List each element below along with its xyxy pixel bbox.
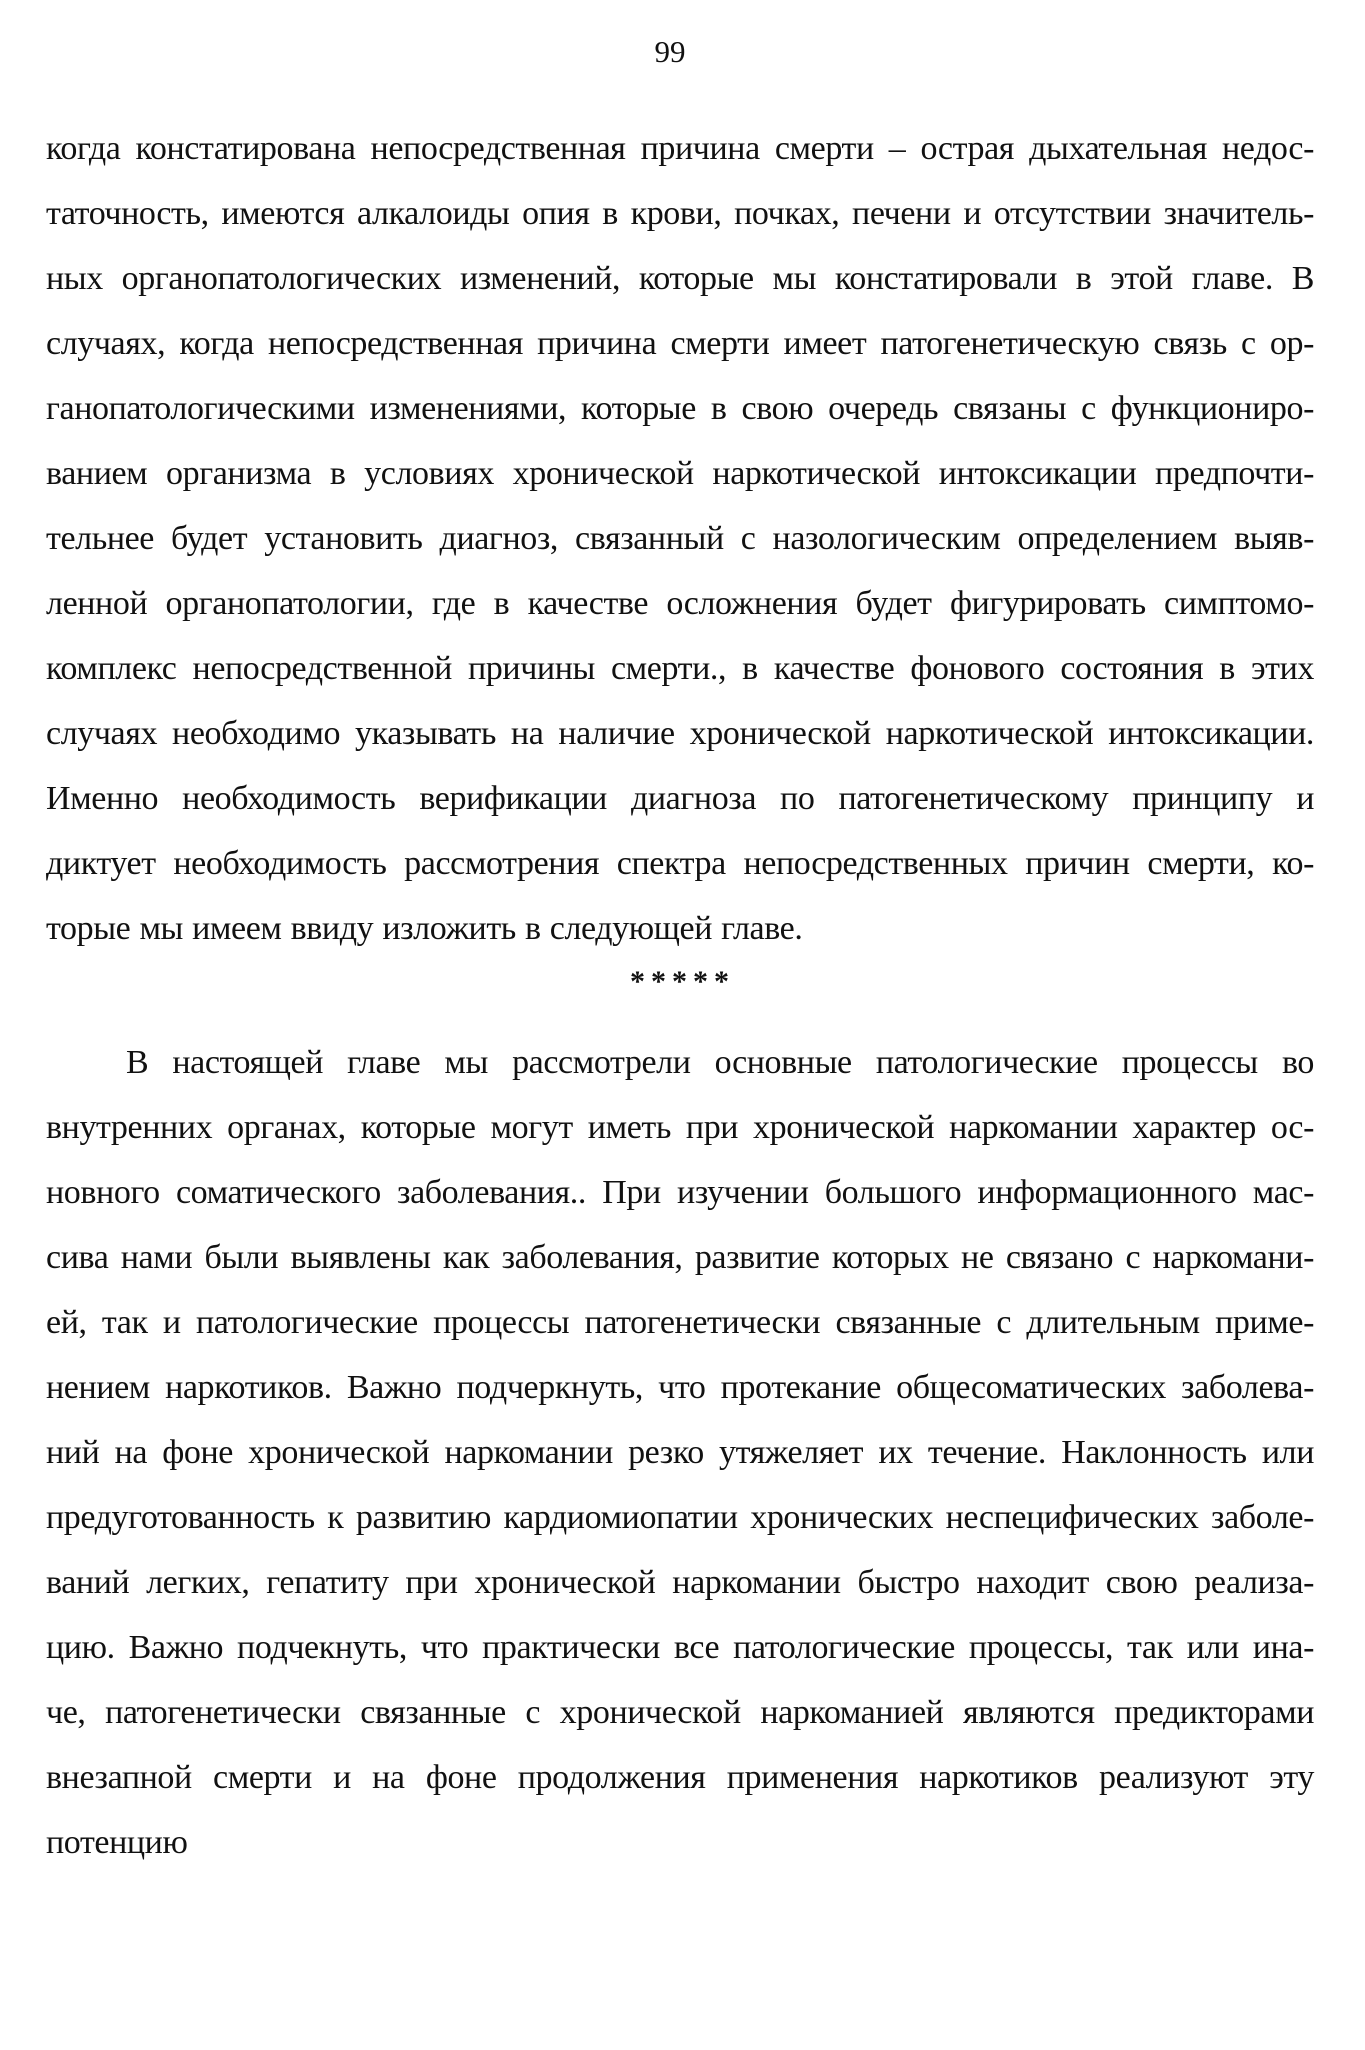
paragraph-line: таточность, имеются алкалоиды опия в крови, почках, печени и отсутствии значитель- (46, 195, 1314, 232)
paragraph-1 (46, 116, 1314, 961)
paragraph-line: новного соматического заболевания.. При изучении большого информационного мас- (46, 1174, 1314, 1211)
paragraph-line: сива нами были выявлены как заболевания, развитие которых не связано с наркомани- (46, 1239, 1314, 1276)
paragraph-line: предуготованность к развитию кардиомиопатии хронических неспецифических заболе- (46, 1499, 1314, 1536)
paragraph-line: ний на фоне хронической наркомании резко утяжеляет их течение. Наклонность или (46, 1434, 1314, 1471)
paragraph-line: случаях, когда непосредственная причина смерти имеет патогенетическую связь с ор- (46, 325, 1314, 362)
paragraph-line: внутренних органах, которые могут иметь при хронической наркомании характер ос- (46, 1109, 1314, 1146)
paragraph-line: ных органопатологических изменений, которые мы констатировали в этой главе. В (46, 260, 1314, 297)
paragraph-line: ванием организма в условиях хронической наркотической интоксикации предпочти- (46, 455, 1314, 492)
paragraph-line: цию. Важно подчекнуть, что практически все патологические процессы, так или ина- (46, 1629, 1314, 1666)
paragraph-line: случаях необходимо указывать на наличие хронической наркотической интоксикации. (46, 715, 1314, 752)
paragraph-line: ваний легких, гепатиту при хронической наркомании быстро находит свою реализа- (46, 1564, 1314, 1601)
paragraph-line: внезапной смерти и на фоне продолжения применения наркотиков реализуют эту (46, 1759, 1314, 1796)
paragraph-line: че, патогенетически связанные с хронической наркоманией являются предикторами (46, 1694, 1314, 1731)
paragraph-line: ей, так и патологические процессы патогенетически связанные с длительным приме- (46, 1304, 1314, 1341)
paragraph-line: торые мы имеем ввиду изложить в следующей главе. (46, 910, 803, 947)
paragraph-line: ганопатологическими изменениями, которые в свою очередь связаны с функциониро- (46, 390, 1314, 427)
paragraph-line: тельнее будет установить диагноз, связанный с назологическим определением выяв- (46, 520, 1314, 557)
paragraph-line: нением наркотиков. Важно подчеркнуть, что протекание общесоматических заболева- (46, 1369, 1314, 1406)
section-separator: ***** (630, 965, 735, 998)
paragraph-line: ленной органопатологии, где в качестве осложнения будет фигурировать симптомо- (46, 585, 1314, 622)
paragraph-line: когда констатирована непосредственная причина смерти – острая дыхательная недос- (46, 130, 1314, 167)
paragraph-line: Именно необходимость верификации диагноза по патогенетическому принципу и (46, 780, 1314, 817)
paragraph-line: комплекс непосредственной причины смерти., в качестве фонового состояния в этих (46, 650, 1314, 687)
paragraph-line: потенцию (46, 1824, 188, 1861)
page-number: 99 (654, 34, 686, 69)
paragraph-line: В настоящей главе мы рассмотрели основные патологические процессы во (126, 1044, 1314, 1081)
paragraph-2 (46, 1030, 1314, 1875)
paragraph-line: диктует необходимость рассмотрения спектра непосредственных причин смерти, ко- (46, 845, 1314, 882)
